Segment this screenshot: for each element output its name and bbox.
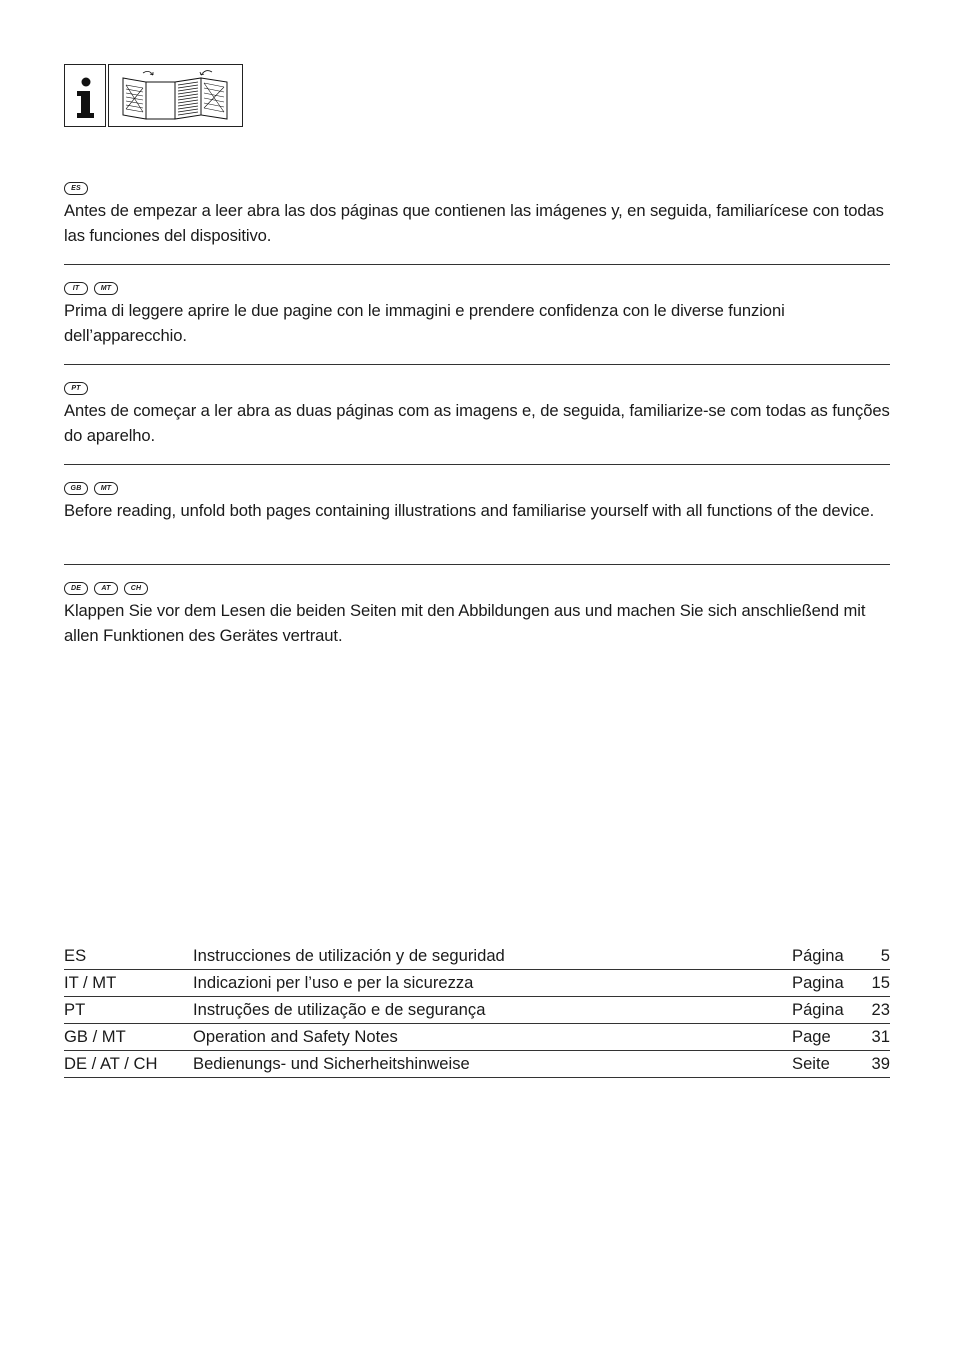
toc-page-number: 39: [871, 1054, 890, 1073]
intro-section-pt: [64, 380, 890, 448]
language-badges: [64, 380, 890, 396]
language-badge-es: ES: [64, 182, 88, 195]
toc-title: Instrucciones de utilización y de seguridad: [193, 946, 505, 965]
toc-page-number: 15: [871, 973, 890, 992]
toc-page-number: 5: [880, 946, 890, 965]
language-badge-mt: MT: [94, 282, 118, 295]
intro-text-es: Antes de empezar a leer abra las dos páginas que contienen las imágenes y, en seguida, familiarícese con todas las funciones del dispositivo.: [64, 201, 884, 245]
intro-section-gb: [64, 480, 890, 523]
language-badges: [64, 580, 890, 596]
divider: [64, 364, 890, 365]
language-badge-ch: CH: [124, 582, 148, 595]
toc-page-number: 31: [871, 1027, 890, 1046]
intro-section-it: [64, 280, 890, 348]
toc-page-label: Pagina: [792, 973, 844, 992]
toc-language-code: ES: [64, 946, 87, 965]
language-badge-it: IT: [64, 282, 88, 295]
toc-language-code: GB / MT: [64, 1027, 126, 1046]
toc-page-number: 23: [871, 1000, 890, 1019]
language-badge-pt: PT: [64, 382, 88, 395]
language-badge-at: AT: [94, 582, 118, 595]
language-badge-gb: GB: [64, 482, 88, 495]
intro-text-it: Prima di leggere aprire le due pagine con le immagini e prendere confidenza con le diverse funzioni dell’apparecchio.: [64, 301, 785, 345]
toc-row[interactable]: [64, 1051, 890, 1078]
divider: [64, 264, 890, 265]
intro-section-de: [64, 580, 890, 648]
info-icon: [64, 64, 106, 127]
toc-language-code: IT / MT: [64, 973, 117, 992]
language-badges: [64, 280, 890, 296]
toc-page-label: Seite: [792, 1054, 830, 1073]
toc-language-code: DE / AT / CH: [64, 1054, 158, 1073]
language-badges: [64, 480, 890, 496]
toc-row[interactable]: [64, 997, 890, 1024]
toc-page-label: Page: [792, 1027, 831, 1046]
language-badge-mt: MT: [94, 482, 118, 495]
toc-title: Instruções de utilização e de segurança: [193, 1000, 486, 1019]
toc-title: Indicazioni per l’uso e per la sicurezza: [193, 973, 474, 992]
toc-page-label: Página: [792, 1000, 844, 1019]
divider: [64, 564, 890, 565]
toc-page-label: Página: [792, 946, 844, 965]
toc-language-code: PT: [64, 1000, 86, 1019]
table-of-contents: [64, 943, 890, 1078]
toc-title: Bedienungs- und Sicherheitshinweise: [193, 1054, 470, 1073]
intro-text-gb: Before reading, unfold both pages containing illustrations and familiarise yourself with all functions of the device.: [64, 501, 875, 520]
intro-text-pt: Antes de começar a ler abra as duas páginas com as imagens e, de seguida, familiarize-se com todas as funções do aparelho.: [64, 401, 890, 445]
toc-row[interactable]: [64, 970, 890, 997]
intro-section-es: [64, 180, 890, 248]
toc-title: Operation and Safety Notes: [193, 1027, 398, 1046]
toc-row[interactable]: [64, 943, 890, 970]
toc-row[interactable]: [64, 1024, 890, 1051]
language-badges: [64, 180, 890, 196]
intro-text-de: Klappen Sie vor dem Lesen die beiden Seiten mit den Abbildungen aus und machen Sie sich anschließend mit allen Funktionen des Gerätes vertraut.: [64, 601, 866, 645]
language-badge-de: DE: [64, 582, 88, 595]
divider: [64, 464, 890, 465]
unfold-pages-icon: [108, 64, 243, 127]
